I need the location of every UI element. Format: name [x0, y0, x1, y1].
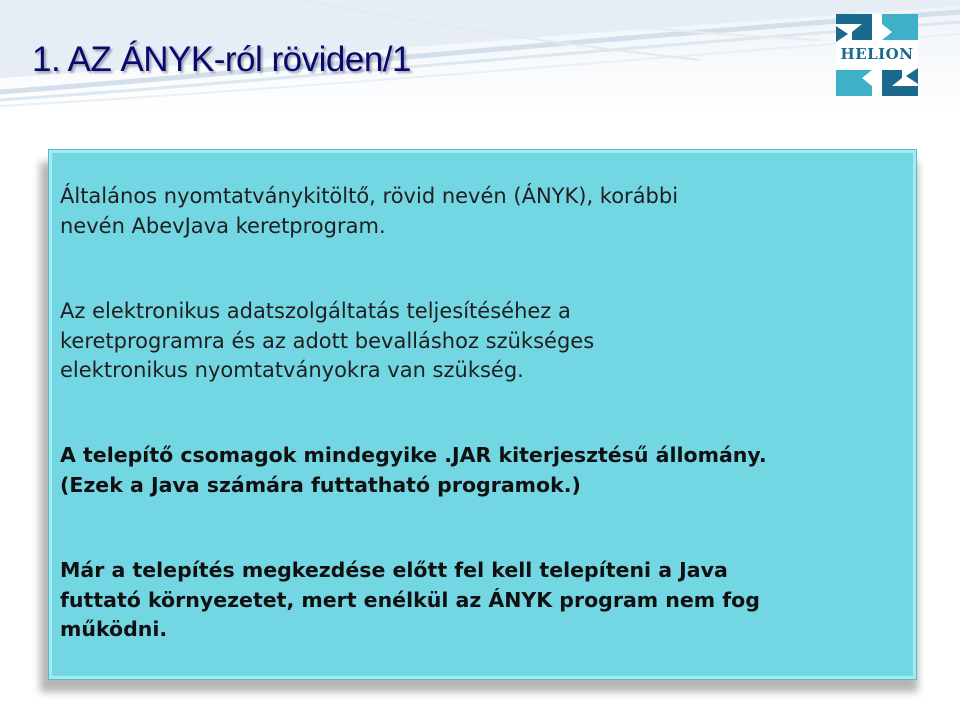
helion-logo	[836, 14, 918, 96]
logo-text: HELION	[836, 44, 918, 64]
paragraph-3: A telepítő csomagok mindegyike .JAR kiterjesztésű állomány. (Ezek a Java számára futtatható programok.)	[60, 443, 767, 497]
paragraph-1: Általános nyomtatványkitöltő, rövid nevén (ÁNYK), korábbi nevén AbevJava keretprogram.	[60, 184, 679, 238]
slide-title: 1. AZ ÁNYK-ról röviden/1	[32, 40, 411, 79]
paragraph-4: Már a telepítés megkezdése előtt fel kell telepíteni a Java futtató környezetet, mert enélkül az ÁNYK program nem fog működni.	[60, 558, 760, 641]
paragraph-2: Az elektronikus adatszolgáltatás teljesítéséhez a keretprogramra és az adott bevalláshoz szükséges elektronikus nyomtatványokra van szükség.	[60, 299, 595, 382]
